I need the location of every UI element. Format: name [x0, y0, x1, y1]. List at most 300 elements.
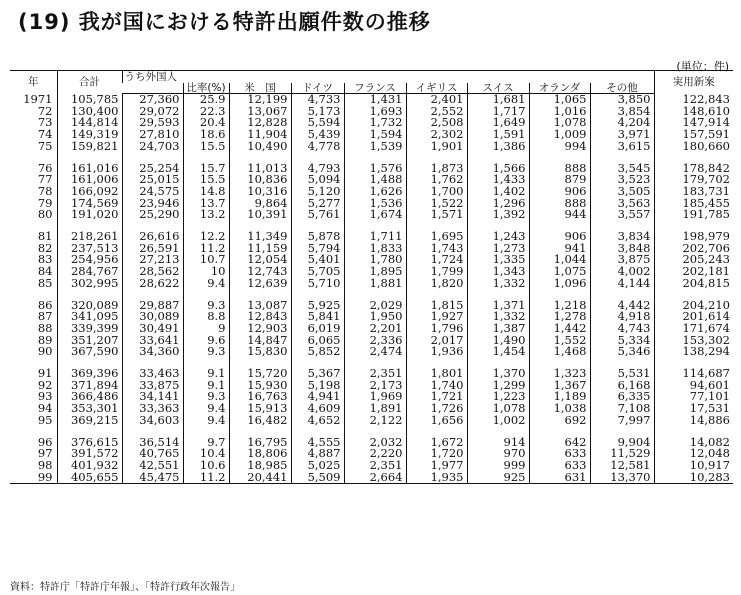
table-cell: 138,294	[654, 346, 733, 358]
table-cell: 5,878	[291, 231, 344, 243]
table-cell: 75	[37, 138, 53, 153]
table-cell: 10.4	[183, 448, 229, 460]
table-cell: 391,572	[57, 448, 122, 460]
table-cell: 72	[37, 103, 53, 118]
table-cell: 369,396	[57, 368, 122, 380]
table-cell: 198,979	[654, 231, 733, 243]
table-cell: 6,019	[291, 323, 344, 335]
table-cell: 2,173	[344, 380, 406, 392]
table-cell: 202,706	[654, 243, 733, 255]
table-cell: 95	[37, 412, 53, 427]
table-cell: 1,566	[467, 163, 529, 175]
table-cell: 3,557	[590, 209, 654, 221]
table-cell: 12,903	[229, 323, 291, 335]
table-cell: 888	[529, 198, 590, 210]
table-cell: 166,092	[57, 186, 122, 198]
table-cell: 371,894	[57, 380, 122, 392]
table-cell: 4,609	[291, 403, 344, 415]
table-cell: 15,930	[229, 380, 291, 392]
table-cell: 1,002	[467, 415, 529, 427]
table-cell: 1,656	[406, 415, 467, 427]
table-cell: 1,681	[467, 94, 529, 106]
table-cell: 4,002	[590, 266, 654, 278]
table-cell: 15,830	[229, 346, 291, 358]
table-cell: 1,873	[406, 163, 467, 175]
table-cell: 205,243	[654, 254, 733, 266]
table-cell: 10	[183, 266, 229, 278]
table-cell: 183,731	[654, 186, 733, 198]
table-cell: 36,514	[122, 437, 183, 449]
table-cell: 11.2	[183, 243, 229, 255]
table-row	[10, 209, 733, 221]
table-cell: 237,513	[57, 243, 122, 255]
table-cell: 191,785	[654, 209, 733, 221]
table-cell: 1,386	[467, 141, 529, 153]
table-cell: 24,703	[122, 141, 183, 153]
table-cell: 5,346	[590, 346, 654, 358]
header-year: 年	[10, 71, 57, 94]
table-cell: 9.3	[183, 346, 229, 358]
page-title: (19) 我が国における特許出願件数の推移	[18, 10, 431, 34]
table-cell: 11,529	[590, 448, 654, 460]
table-cell: 633	[529, 460, 590, 472]
table-cell: 12,843	[229, 311, 291, 323]
table-cell: 15.7	[183, 163, 229, 175]
table-cell: 9.6	[183, 335, 229, 347]
table-cell: 1,431	[344, 94, 406, 106]
table-cell: 1,065	[529, 94, 590, 106]
table-cell: 1,078	[467, 403, 529, 415]
table-cell: 5,925	[291, 300, 344, 312]
table-cell: 1,343	[467, 266, 529, 278]
table-cell: 2,032	[344, 437, 406, 449]
table-cell: 4,733	[291, 94, 344, 106]
table-cell: 5,852	[291, 346, 344, 358]
table-cell: 1,901	[406, 141, 467, 153]
table-cell: 92	[37, 377, 53, 392]
table-cell: 5,198	[291, 380, 344, 392]
table-cell: 5,173	[291, 106, 344, 118]
table-cell: 33,875	[122, 380, 183, 392]
table-cell: 185,455	[654, 198, 733, 210]
table-cell: 1,189	[529, 391, 590, 403]
table-cell: 9.1	[183, 368, 229, 380]
table-cell: 1,833	[344, 243, 406, 255]
table-cell: 1,936	[406, 346, 467, 358]
table-cell: 29,887	[122, 300, 183, 312]
table-cell: 5,841	[291, 311, 344, 323]
table-cell: 5,401	[291, 254, 344, 266]
table-cell: 1,392	[467, 209, 529, 221]
table-cell: 25,254	[122, 163, 183, 175]
table-cell: 34,141	[122, 391, 183, 403]
table-cell: 114,687	[654, 368, 733, 380]
table-cell: 23,946	[122, 198, 183, 210]
table-cell: 944	[529, 209, 590, 221]
table-row	[10, 415, 733, 427]
table-cell: 906	[529, 186, 590, 198]
table-cell: 1,243	[467, 231, 529, 243]
table-cell: 2,017	[406, 335, 467, 347]
patent-table	[10, 70, 733, 484]
table-cell: 2,401	[406, 94, 467, 106]
table-cell: 1,717	[467, 106, 529, 118]
table-cell: 999	[467, 460, 529, 472]
table-cell: 1,387	[467, 323, 529, 335]
header-netherlands: オランダ	[529, 83, 590, 94]
table-cell: 1,799	[406, 266, 467, 278]
table-cell: 85	[37, 275, 53, 290]
table-cell: 1,009	[529, 129, 590, 141]
table-cell: 15.5	[183, 174, 229, 186]
table-cell: 171,674	[654, 323, 733, 335]
table-body	[10, 91, 733, 484]
table-cell: 159,821	[57, 141, 122, 153]
table-cell: 302,995	[57, 278, 122, 290]
table-cell: 77,101	[654, 391, 733, 403]
table-cell: 1,223	[467, 391, 529, 403]
table-cell: 28,562	[122, 266, 183, 278]
table-cell: 17,531	[654, 403, 733, 415]
table-cell: 1,721	[406, 391, 467, 403]
table-cell: 94	[37, 401, 53, 416]
source-note: 資料：特許庁「特許庁年報」、「特許行政年次報告」	[10, 582, 240, 593]
table-cell: 3,850	[590, 94, 654, 106]
table-cell: 93	[37, 389, 53, 404]
table-cell: 202,181	[654, 266, 733, 278]
table-cell: 96	[37, 434, 53, 449]
table-cell: 5,594	[291, 117, 344, 129]
table-cell: 94,601	[654, 380, 733, 392]
table-cell: 6,168	[590, 380, 654, 392]
table-cell: 3,848	[590, 243, 654, 255]
table-cell: 2,029	[344, 300, 406, 312]
table-cell: 6,065	[291, 335, 344, 347]
table-cell: 13,087	[229, 300, 291, 312]
table-cell: 27,810	[122, 129, 183, 141]
table-cell: 2,508	[406, 117, 467, 129]
table-cell: 1,780	[344, 254, 406, 266]
table-cell: 33,363	[122, 403, 183, 415]
table-cell: 1,323	[529, 368, 590, 380]
table-cell: 18,806	[229, 448, 291, 460]
table-cell: 204,815	[654, 278, 733, 290]
table-cell: 10,283	[654, 472, 733, 484]
table-cell: 144,814	[57, 117, 122, 129]
table-cell: 5,531	[590, 368, 654, 380]
table-cell: 1,891	[344, 403, 406, 415]
table-cell: 5,277	[291, 198, 344, 210]
table-cell: 2,302	[406, 129, 467, 141]
table-cell: 218,261	[57, 231, 122, 243]
table-cell: 11,349	[229, 231, 291, 243]
table-cell: 1,815	[406, 300, 467, 312]
table-cell: 1,539	[344, 141, 406, 153]
table-cell: 1,299	[467, 380, 529, 392]
table-cell: 925	[467, 472, 529, 484]
table-cell: 15.5	[183, 141, 229, 153]
table-cell: 76	[37, 160, 53, 175]
table-row	[10, 278, 733, 290]
table-cell: 3,563	[590, 198, 654, 210]
table-cell: 9.3	[183, 300, 229, 312]
table-cell: 1,796	[406, 323, 467, 335]
table-cell: 2,122	[344, 415, 406, 427]
table-cell: 1,740	[406, 380, 467, 392]
table-cell: 4,144	[590, 278, 654, 290]
table-cell: 26,616	[122, 231, 183, 243]
table-cell: 13.7	[183, 198, 229, 210]
table-cell: 12,639	[229, 278, 291, 290]
table-cell: 401,932	[57, 460, 122, 472]
table-cell: 1,370	[467, 368, 529, 380]
table-cell: 642	[529, 437, 590, 449]
table-cell: 1,044	[529, 254, 590, 266]
table-cell: 122,843	[654, 94, 733, 106]
table-cell: 9.4	[183, 415, 229, 427]
header-utility: 実用新案	[654, 71, 733, 94]
table-cell: 161,016	[57, 163, 122, 175]
table-cell: 1,522	[406, 198, 467, 210]
table-cell: 4,442	[590, 300, 654, 312]
table-cell: 970	[467, 448, 529, 460]
table-cell: 178,842	[654, 163, 733, 175]
table-cell: 888	[529, 163, 590, 175]
table-cell: 4,652	[291, 415, 344, 427]
table-cell: 161,006	[57, 174, 122, 186]
table-cell: 1,454	[467, 346, 529, 358]
table-cell: 1,626	[344, 186, 406, 198]
table-cell: 1,442	[529, 323, 590, 335]
table-cell: 369,215	[57, 415, 122, 427]
table-cell: 405,655	[57, 472, 122, 484]
table-cell: 153,302	[654, 335, 733, 347]
table-cell: 3,505	[590, 186, 654, 198]
table-cell: 1,332	[467, 278, 529, 290]
table-cell: 204,210	[654, 300, 733, 312]
table-cell: 3,854	[590, 106, 654, 118]
table-cell: 4,887	[291, 448, 344, 460]
table-cell: 24,575	[122, 186, 183, 198]
table-cell: 25,290	[122, 209, 183, 221]
table-cell: 1,490	[467, 335, 529, 347]
table-cell: 26,591	[122, 243, 183, 255]
table-cell: 11,013	[229, 163, 291, 175]
table-cell: 15,720	[229, 368, 291, 380]
table-cell: 27,213	[122, 254, 183, 266]
table-cell: 11,904	[229, 129, 291, 141]
table-cell: 5,367	[291, 368, 344, 380]
table-cell: 1,969	[344, 391, 406, 403]
table-cell: 1,762	[406, 174, 467, 186]
table-cell: 16,482	[229, 415, 291, 427]
table-row	[10, 472, 733, 484]
table-cell: 1,488	[344, 174, 406, 186]
table-cell: 11.2	[183, 472, 229, 484]
table-cell: 1,296	[467, 198, 529, 210]
table-cell: 2,552	[406, 106, 467, 118]
table-cell: 9.4	[183, 278, 229, 290]
table-cell: 3,875	[590, 254, 654, 266]
table-cell: 1,576	[344, 163, 406, 175]
table-cell: 5,334	[590, 335, 654, 347]
table-cell: 1,335	[467, 254, 529, 266]
table-cell: 1,016	[529, 106, 590, 118]
table-cell: 10.6	[183, 460, 229, 472]
table-cell: 254,956	[57, 254, 122, 266]
table-cell: 81	[37, 229, 53, 244]
table-cell: 16,763	[229, 391, 291, 403]
table-cell: 12.2	[183, 231, 229, 243]
table-cell: 5,094	[291, 174, 344, 186]
table-cell: 157,591	[654, 129, 733, 141]
table-cell: 97	[37, 446, 53, 461]
table-cell: 376,615	[57, 437, 122, 449]
table-cell: 1,594	[344, 129, 406, 141]
table-cell: 29,593	[122, 117, 183, 129]
table-cell: 3,971	[590, 129, 654, 141]
table-cell: 1,881	[344, 278, 406, 290]
table-cell: 1,536	[344, 198, 406, 210]
table-cell: 4,778	[291, 141, 344, 153]
table-cell: 14,847	[229, 335, 291, 347]
table-cell: 906	[529, 231, 590, 243]
unit-label: (単位：件)	[676, 60, 729, 73]
table-cell: 9	[183, 323, 229, 335]
table-cell: 3,615	[590, 141, 654, 153]
table-cell: 34,360	[122, 346, 183, 358]
table-cell: 9.3	[183, 391, 229, 403]
table-cell: 11,159	[229, 243, 291, 255]
table-cell: 18,985	[229, 460, 291, 472]
table-cell: 2,336	[344, 335, 406, 347]
table-cell: 320,089	[57, 300, 122, 312]
table-cell: 10.7	[183, 254, 229, 266]
table-cell: 1,693	[344, 106, 406, 118]
table-cell: 1,700	[406, 186, 467, 198]
table-cell: 13.2	[183, 209, 229, 221]
table-cell: 83	[37, 252, 53, 267]
table-cell: 130,400	[57, 106, 122, 118]
header-usa: 米 国	[229, 83, 291, 94]
table-cell: 7,997	[590, 415, 654, 427]
table-cell: 10,917	[654, 460, 733, 472]
table-cell: 14.8	[183, 186, 229, 198]
table-cell: 149,319	[57, 129, 122, 141]
table-cell: 3,834	[590, 231, 654, 243]
table-cell: 29,072	[122, 106, 183, 118]
table-cell: 42,551	[122, 460, 183, 472]
table-cell: 10,316	[229, 186, 291, 198]
table-cell: 86	[37, 297, 53, 312]
table-cell: 12,828	[229, 117, 291, 129]
table-cell: 5,761	[291, 209, 344, 221]
table-cell: 1,732	[344, 117, 406, 129]
table-cell: 91	[37, 366, 53, 381]
table-cell: 4,793	[291, 163, 344, 175]
table-cell: 1,672	[406, 437, 467, 449]
table-cell: 25.9	[183, 94, 229, 106]
table-cell: 2,351	[344, 460, 406, 472]
table-cell: 90	[37, 344, 53, 359]
table-cell: 1,977	[406, 460, 467, 472]
table-cell: 353,301	[57, 403, 122, 415]
table-cell: 994	[529, 141, 590, 153]
table-cell: 5,794	[291, 243, 344, 255]
table-cell: 1,371	[467, 300, 529, 312]
table-cell: 341,095	[57, 311, 122, 323]
table-cell: 12,054	[229, 254, 291, 266]
table-cell: 2,220	[344, 448, 406, 460]
table-cell: 34,603	[122, 415, 183, 427]
table-cell: 45,475	[122, 472, 183, 484]
table-cell: 5,025	[291, 460, 344, 472]
table-cell: 18.6	[183, 129, 229, 141]
table-cell: 28,622	[122, 278, 183, 290]
table-cell: 12,581	[590, 460, 654, 472]
table-cell: 15,913	[229, 403, 291, 415]
table-cell: 5,439	[291, 129, 344, 141]
table-cell: 2,351	[344, 368, 406, 380]
table-cell: 9,864	[229, 198, 291, 210]
table-row	[10, 346, 733, 358]
table-cell: 1,218	[529, 300, 590, 312]
table-cell: 1,402	[467, 186, 529, 198]
table-cell: 74	[37, 127, 53, 142]
table-cell: 180,660	[654, 141, 733, 153]
table-cell: 941	[529, 243, 590, 255]
table-cell: 33,641	[122, 335, 183, 347]
header-germany: ドイツ	[291, 83, 344, 94]
table-cell: 10,490	[229, 141, 291, 153]
table-cell: 3,523	[590, 174, 654, 186]
table-cell: 367,590	[57, 346, 122, 358]
table-row	[10, 141, 733, 153]
table-cell: 12,743	[229, 266, 291, 278]
table-cell: 30,089	[122, 311, 183, 323]
table-cell: 1,801	[406, 368, 467, 380]
table-cell: 6,335	[590, 391, 654, 403]
table-cell: 40,765	[122, 448, 183, 460]
table-cell: 87	[37, 309, 53, 324]
table-cell: 2,201	[344, 323, 406, 335]
table-cell: 4,743	[590, 323, 654, 335]
table-cell: 147,914	[654, 117, 733, 129]
table-cell: 692	[529, 415, 590, 427]
table-cell: 77	[37, 172, 53, 187]
table-cell: 339,399	[57, 323, 122, 335]
table-cell: 1,571	[406, 209, 467, 221]
table-cell: 7,108	[590, 403, 654, 415]
table-cell: 4,555	[291, 437, 344, 449]
table-cell: 5,120	[291, 186, 344, 198]
table-cell: 1,726	[406, 403, 467, 415]
table-cell: 148,610	[654, 106, 733, 118]
table-cell: 1,278	[529, 311, 590, 323]
table-cell: 1,096	[529, 278, 590, 290]
table-cell: 1,935	[406, 472, 467, 484]
table-cell: 78	[37, 183, 53, 198]
table-cell: 914	[467, 437, 529, 449]
header-other: その他	[590, 83, 654, 94]
table-cell: 1,724	[406, 254, 467, 266]
table-cell: 1,367	[529, 380, 590, 392]
table-cell: 1,950	[344, 311, 406, 323]
table-cell: 1,078	[529, 117, 590, 129]
table-cell: 73	[37, 115, 53, 130]
header-france: フランス	[344, 83, 406, 94]
table-cell: 1,927	[406, 311, 467, 323]
